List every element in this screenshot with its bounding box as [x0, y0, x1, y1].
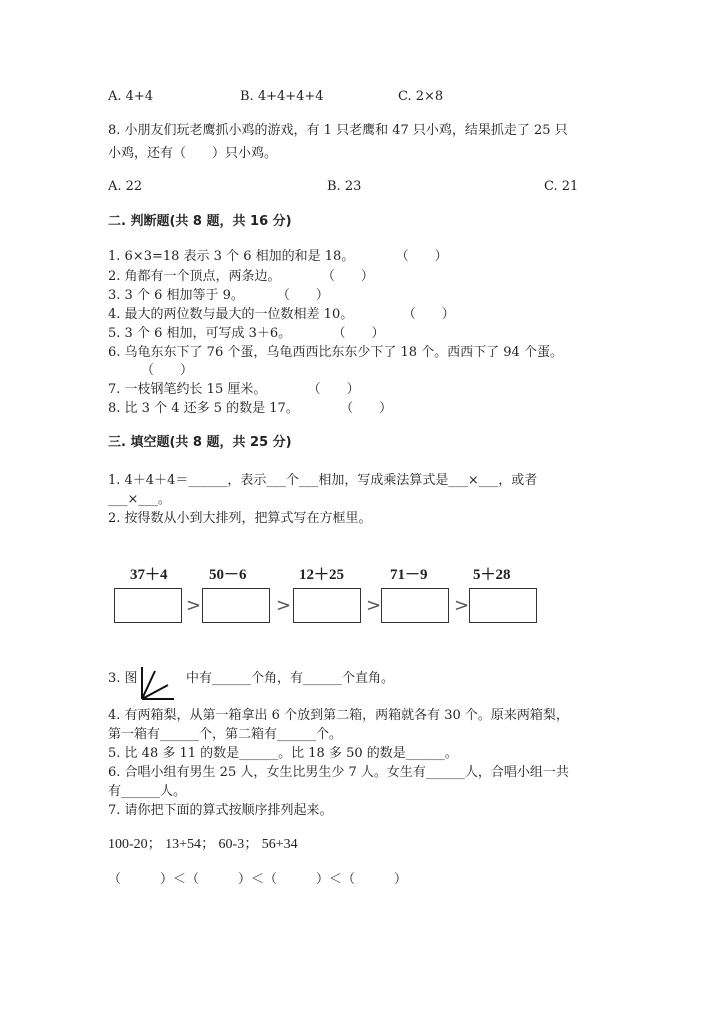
greater-than-sign: > [366, 595, 382, 616]
tf-item-4: 4. 最大的两位数与最大的一位数相差 10。 （ ） [108, 307, 455, 322]
section2-title: 二. 判断题(共 8 题，共 16 分) [108, 214, 292, 229]
q7-option-b: B. 4+4+4+4 [240, 89, 324, 104]
tf-item-5: 5. 3 个 6 相加，可写成 3＋6。 （ ） [108, 326, 385, 341]
q7-option-c: C. 2×8 [398, 89, 444, 104]
fill-q5: 5. 比 48 多 11 的数是______。比 18 多 50 的数是______。 [108, 746, 458, 761]
fill-q7-answer: （ ）＜（ ）＜（ ）＜（ ） [108, 872, 408, 887]
expression-4: 71－9 [390, 567, 428, 583]
fill-q4-line1: 4. 有两箱梨，从第一箱拿出 6 个放到第二箱，两箱就各有 30 个。原来两箱梨， [108, 708, 569, 723]
angle-figure-icon [140, 665, 176, 701]
expression-2: 50－6 [209, 567, 247, 583]
fill-q6-line2: 有______人。 [108, 784, 187, 799]
q8-option-b: B. 23 [327, 179, 362, 194]
expression-3: 12＋25 [299, 567, 345, 583]
tf-item-2: 2. 角都有一个顶点，两条边。 （ ） [108, 269, 374, 284]
fill-q4-line2: 第一箱有______个，第二箱有______个。 [108, 727, 343, 742]
answer-box-4[interactable] [381, 588, 449, 623]
expression-5: 5＋28 [473, 567, 511, 583]
q8-option-a: A. 22 [108, 179, 143, 194]
answer-box-5[interactable] [469, 588, 537, 623]
tf-item-6-paren: （ ） [108, 363, 194, 378]
answer-box-3[interactable] [293, 588, 361, 623]
fill-q2: 2. 按得数从小到大排列，把算式写在方框里。 [108, 511, 372, 526]
expression-1: 37＋4 [130, 567, 168, 583]
q8-line1: 8. 小朋友们玩老鹰抓小鸡的游戏，有 1 只老鹰和 47 只小鸡，结果抓走了 25 只 [108, 123, 568, 138]
answer-box-1[interactable] [114, 588, 182, 623]
fill-q3-text: 中有______个角，有______个直角。 [186, 671, 395, 686]
answer-box-2[interactable] [202, 588, 270, 623]
tf-item-1: 1. 6×3=18 表示 3 个 6 相加的和是 18。 （ ） [108, 249, 448, 264]
q7-option-a: A. 4+4 [108, 89, 154, 104]
q8-option-c: C. 21 [544, 179, 579, 194]
fill-q7-expressions: 100-20； 13+54； 60-3； 56+34 [108, 837, 298, 852]
tf-item-6: 6. 乌龟东东下了 76 个蛋，乌龟西西比东东少下了 18 个。西西下了 94 个蛋。 [108, 345, 563, 360]
fill-q1-line2: ___×___。 [108, 492, 171, 507]
fill-q1-line1: 1. 4＋4＋4＝______，表示___个___相加，写成乘法算式是___×___，或者 [108, 473, 538, 488]
greater-than-sign: > [454, 595, 470, 616]
fill-q3-prefix: 3. 图 [108, 671, 138, 686]
tf-item-7: 7. 一枝钢笔约长 15 厘米。 （ ） [108, 382, 360, 397]
fill-q7: 7. 请你把下面的算式按顺序排列起来。 [108, 803, 333, 818]
section3-title: 三. 填空题(共 8 题，共 25 分) [108, 435, 292, 450]
greater-than-sign: > [186, 595, 202, 616]
tf-item-3: 3. 3 个 6 相加等于 9。 （ ） [108, 288, 329, 303]
q8-line2: 小鸡，还有（ ）只小鸡。 [108, 146, 278, 161]
fill-q6-line1: 6. 合唱小组有男生 25 人，女生比男生少 7 人。女生有______人，合唱小组一共 [108, 765, 569, 780]
tf-item-8: 8. 比 3 个 4 还多 5 的数是 17。 （ ） [108, 401, 393, 416]
greater-than-sign: > [276, 595, 292, 616]
